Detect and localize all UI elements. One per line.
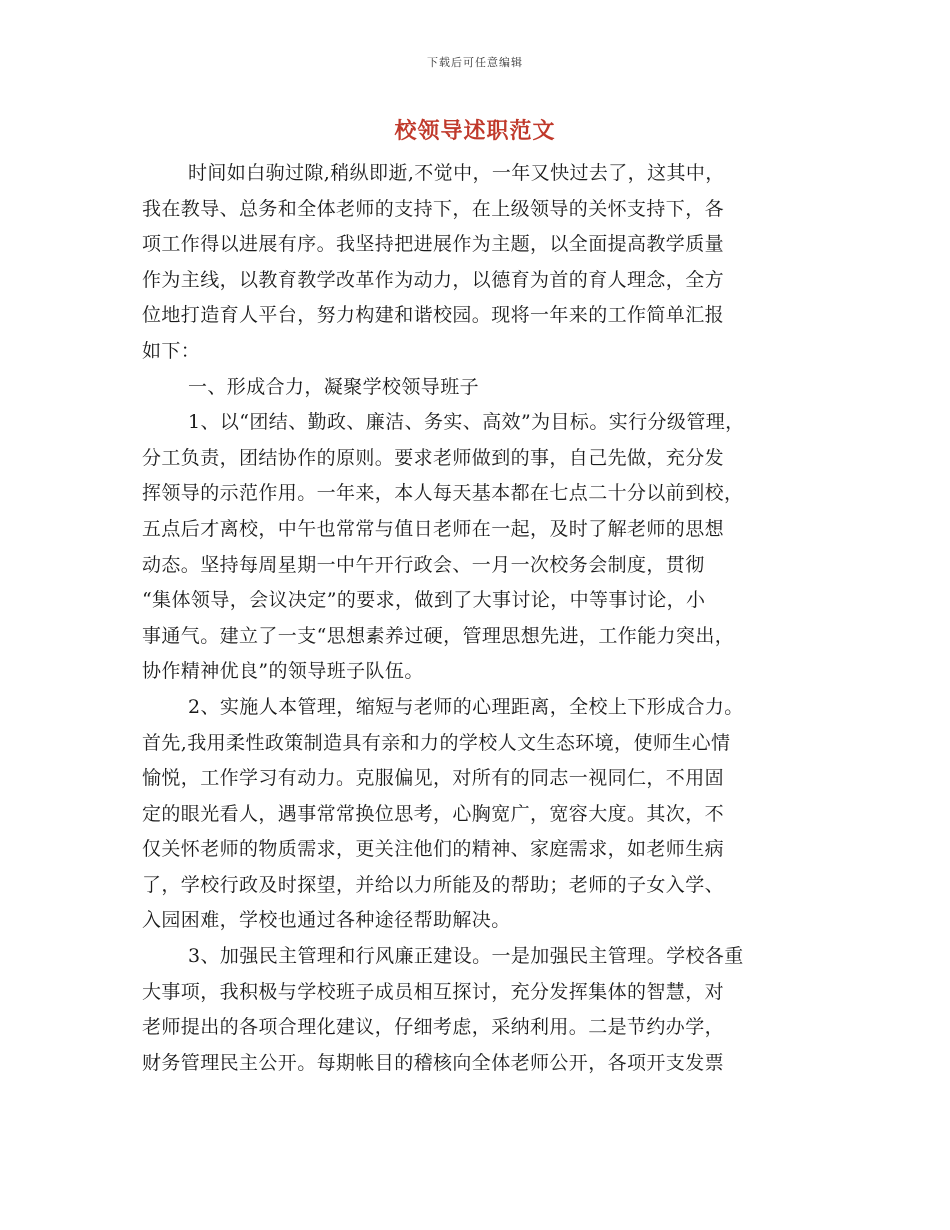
body-line: 首先,我用柔性政策制造具有亲和力的学校人文生态环境，使师生心情	[142, 731, 731, 754]
body-line: 项工作得以进展有序。我坚持把进展作为主题，以全面提高教学质量	[142, 233, 725, 256]
body-line: 老师提出的各项合理化建议，仔细考虑，采纳利用。二是节约办学，	[142, 1016, 725, 1039]
body-line: 如下：	[142, 339, 201, 362]
body-line: 1、以“团结、勤政、廉洁、务实、高效”为目标。实行分级管理，	[188, 411, 745, 434]
body-line: 财务管理民主公开。每期帐目的稽核向全体老师公开，各项开支发票	[142, 1051, 725, 1074]
body-line: 时间如白驹过隙,稍纵即逝,不觉中，一年又快过去了，这其中，	[188, 162, 725, 184]
body-line: 动态。坚持每周星期一中午开行政会、一月一次校务会制度，贯彻	[142, 553, 705, 576]
body-line: 作为主线，以教育教学改革作为动力，以德育为首的育人理念，全方	[142, 268, 725, 291]
body-line: 协作精神优良”的领导班子队伍。	[142, 660, 424, 683]
body-line: 3、加强民主管理和行风廉正建设。一是加强民主管理。学校各重	[188, 945, 744, 968]
body-line: 五点后才离校，中午也常常与值日老师在一起，及时了解老师的思想	[142, 517, 725, 540]
body-line: 挥领导的示范作用。一年来，本人每天基本都在七点二十分以前到校，	[142, 482, 744, 505]
body-line: 分工负责，团结协作的原则。要求老师做到的事，自己先做，充分发	[142, 446, 725, 469]
body-line: 了，学校行政及时探望，并给以力所能及的帮助；老师的子女入学、	[142, 873, 725, 896]
body-line: 我在教导、总务和全体老师的支持下，在上级领导的关怀支持下，各	[142, 197, 725, 220]
body-line: “集体领导，会议决定”的要求，做到了大事讨论，中等事讨论，小	[142, 589, 706, 612]
body-line: 大事项，我积极与学校班子成员相互探讨，充分发挥集体的智慧，对	[142, 980, 725, 1003]
body-line: 位地打造育人平台，努力构建和谐校园。现将一年来的工作简单汇报	[142, 304, 725, 327]
body-line: 一、形成合力，凝聚学校领导班子	[188, 375, 480, 398]
body-line: 2、实施人本管理，缩短与老师的心理距离，全校上下形成合力。	[188, 695, 744, 718]
body-line: 入园困难，学校也通过各种途径帮助解决。	[142, 909, 511, 932]
body-line: 事通气。建立了一支“思想素养过硬，管理思想先进，工作能力突出，	[142, 624, 735, 647]
body-line: 仅关怀老师的物质需求，更关注他们的精神、家庭需求，如老师生病	[142, 838, 725, 861]
document-title: 校领导述职范文	[394, 118, 556, 144]
document-body	[142, 156, 822, 1081]
body-line: 愉悦，工作学习有动力。克服偏见，对所有的同志一视同仁，不用固	[142, 767, 725, 790]
body-line: 定的眼光看人，遇事常常换位思考，心胸宽广，宽容大度。其次，不	[142, 802, 725, 825]
page-header-note: 下载后可任意编辑	[427, 56, 523, 69]
